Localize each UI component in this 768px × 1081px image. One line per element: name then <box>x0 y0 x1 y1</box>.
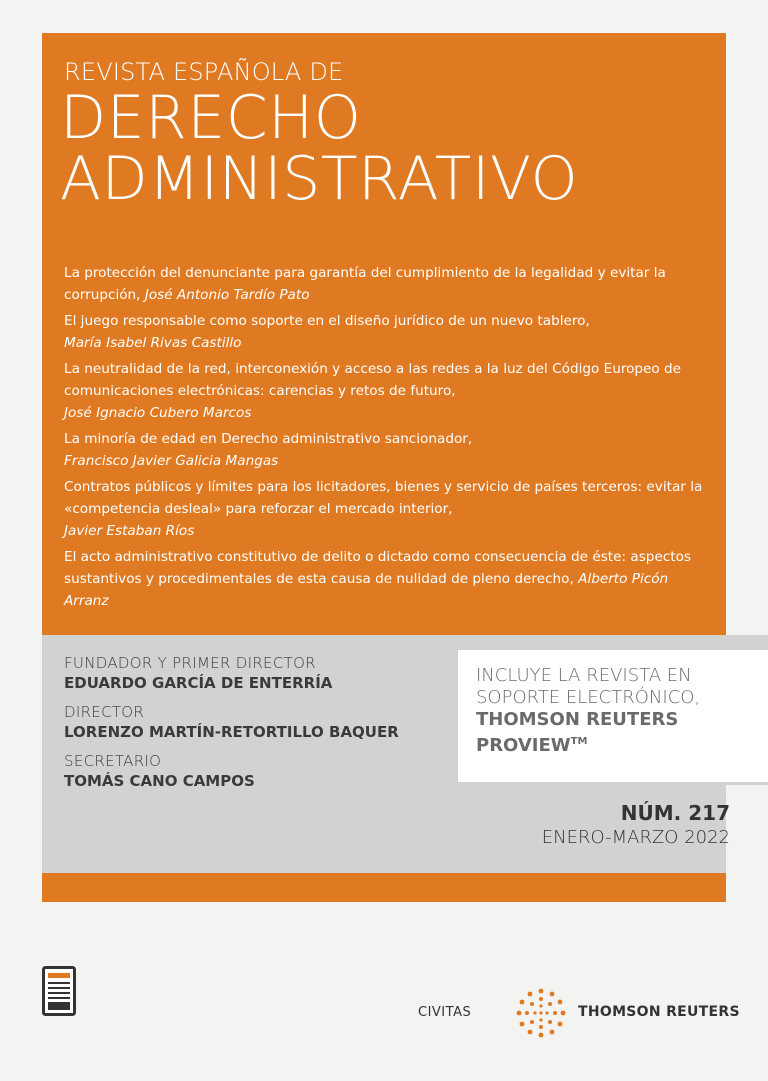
article-title: La neutralidad de la red, interconexión y acceso a las redes a la luz del Código Europeo de comunicaciones electrónicas: carencias y retos de futuro, <box>64 361 682 399</box>
document-icon <box>42 966 76 1016</box>
article-author: José Ignacio Cubero Marcos <box>64 405 252 421</box>
staff-name: TOMÁS CANO CAMPOS <box>64 772 255 790</box>
staff-role: DIRECTOR <box>64 703 145 721</box>
issue-period: ENERO-MARZO 2022 <box>541 827 730 848</box>
article-author: Alberto Picón Arranz <box>64 571 669 609</box>
article-title: La protección del denunciante para garantía del cumplimiento de la legalidad y evitar la corrupción, <box>64 265 666 303</box>
thomson-reuters-logo-icon <box>515 987 567 1039</box>
article-title: La minoría de edad en Derecho administrativo sancionador, <box>64 431 473 447</box>
article-author: María Isabel Rivas Castillo <box>64 335 242 351</box>
title-line-1: DERECHO <box>60 83 362 153</box>
article-author: José Antonio Tardío Pato <box>144 287 310 303</box>
staff-name: LORENZO MARTÍN-RETORTILLO BAQUER <box>64 723 399 741</box>
thomson-reuters-name: THOMSON REUTERS <box>578 1004 740 1020</box>
title-line-2: ADMINISTRATIVO <box>60 144 579 214</box>
main-title <box>60 83 579 214</box>
promo-text <box>476 665 700 757</box>
civitas-imprint: CIVITAS <box>418 1005 472 1020</box>
article-item <box>64 262 704 306</box>
article-item <box>64 428 704 472</box>
promo-proview: PROVIEW <box>476 735 571 756</box>
article-item <box>64 476 704 542</box>
promo-line-2: SOPORTE ELECTRÓNICO, <box>476 687 701 708</box>
promo-line-4 <box>476 731 700 757</box>
article-author: Javier Estaban Ríos <box>64 523 195 539</box>
trademark-symbol: TM <box>570 736 588 747</box>
promo-line-1: INCLUYE LA REVISTA EN <box>476 665 692 686</box>
article-item <box>64 546 704 612</box>
article-item <box>64 358 704 424</box>
staff-role: SECRETARIO <box>64 752 162 770</box>
issue-info <box>480 800 730 850</box>
article-list <box>64 262 704 616</box>
article-title: El acto administrativo constitutivo de delito o dictado como consecuencia de éste: aspectos sustantivos y procedimentales de esta causa de nulidad de pleno derecho, <box>64 549 692 587</box>
issue-number: NÚM. 217 <box>620 801 730 825</box>
promo-line-3: THOMSON REUTERS <box>476 709 679 730</box>
article-title: Contratos públicos y límites para los licitadores, bienes y servicio de países terceros: evitar la «competencia desleal» para reforzar el mercado interior, <box>64 479 703 517</box>
staff-role: FUNDADOR Y PRIMER DIRECTOR <box>64 654 316 672</box>
series-title: REVISTA ESPAÑOLA DE <box>64 58 344 86</box>
editorial-staff <box>64 653 399 800</box>
staff-name: EDUARDO GARCÍA DE ENTERRÍA <box>64 674 333 692</box>
article-author: Francisco Javier Galicia Mangas <box>64 453 279 469</box>
article-item <box>64 310 704 354</box>
article-title: El juego responsable como soporte en el diseño jurídico de un nuevo tablero, <box>64 313 590 329</box>
